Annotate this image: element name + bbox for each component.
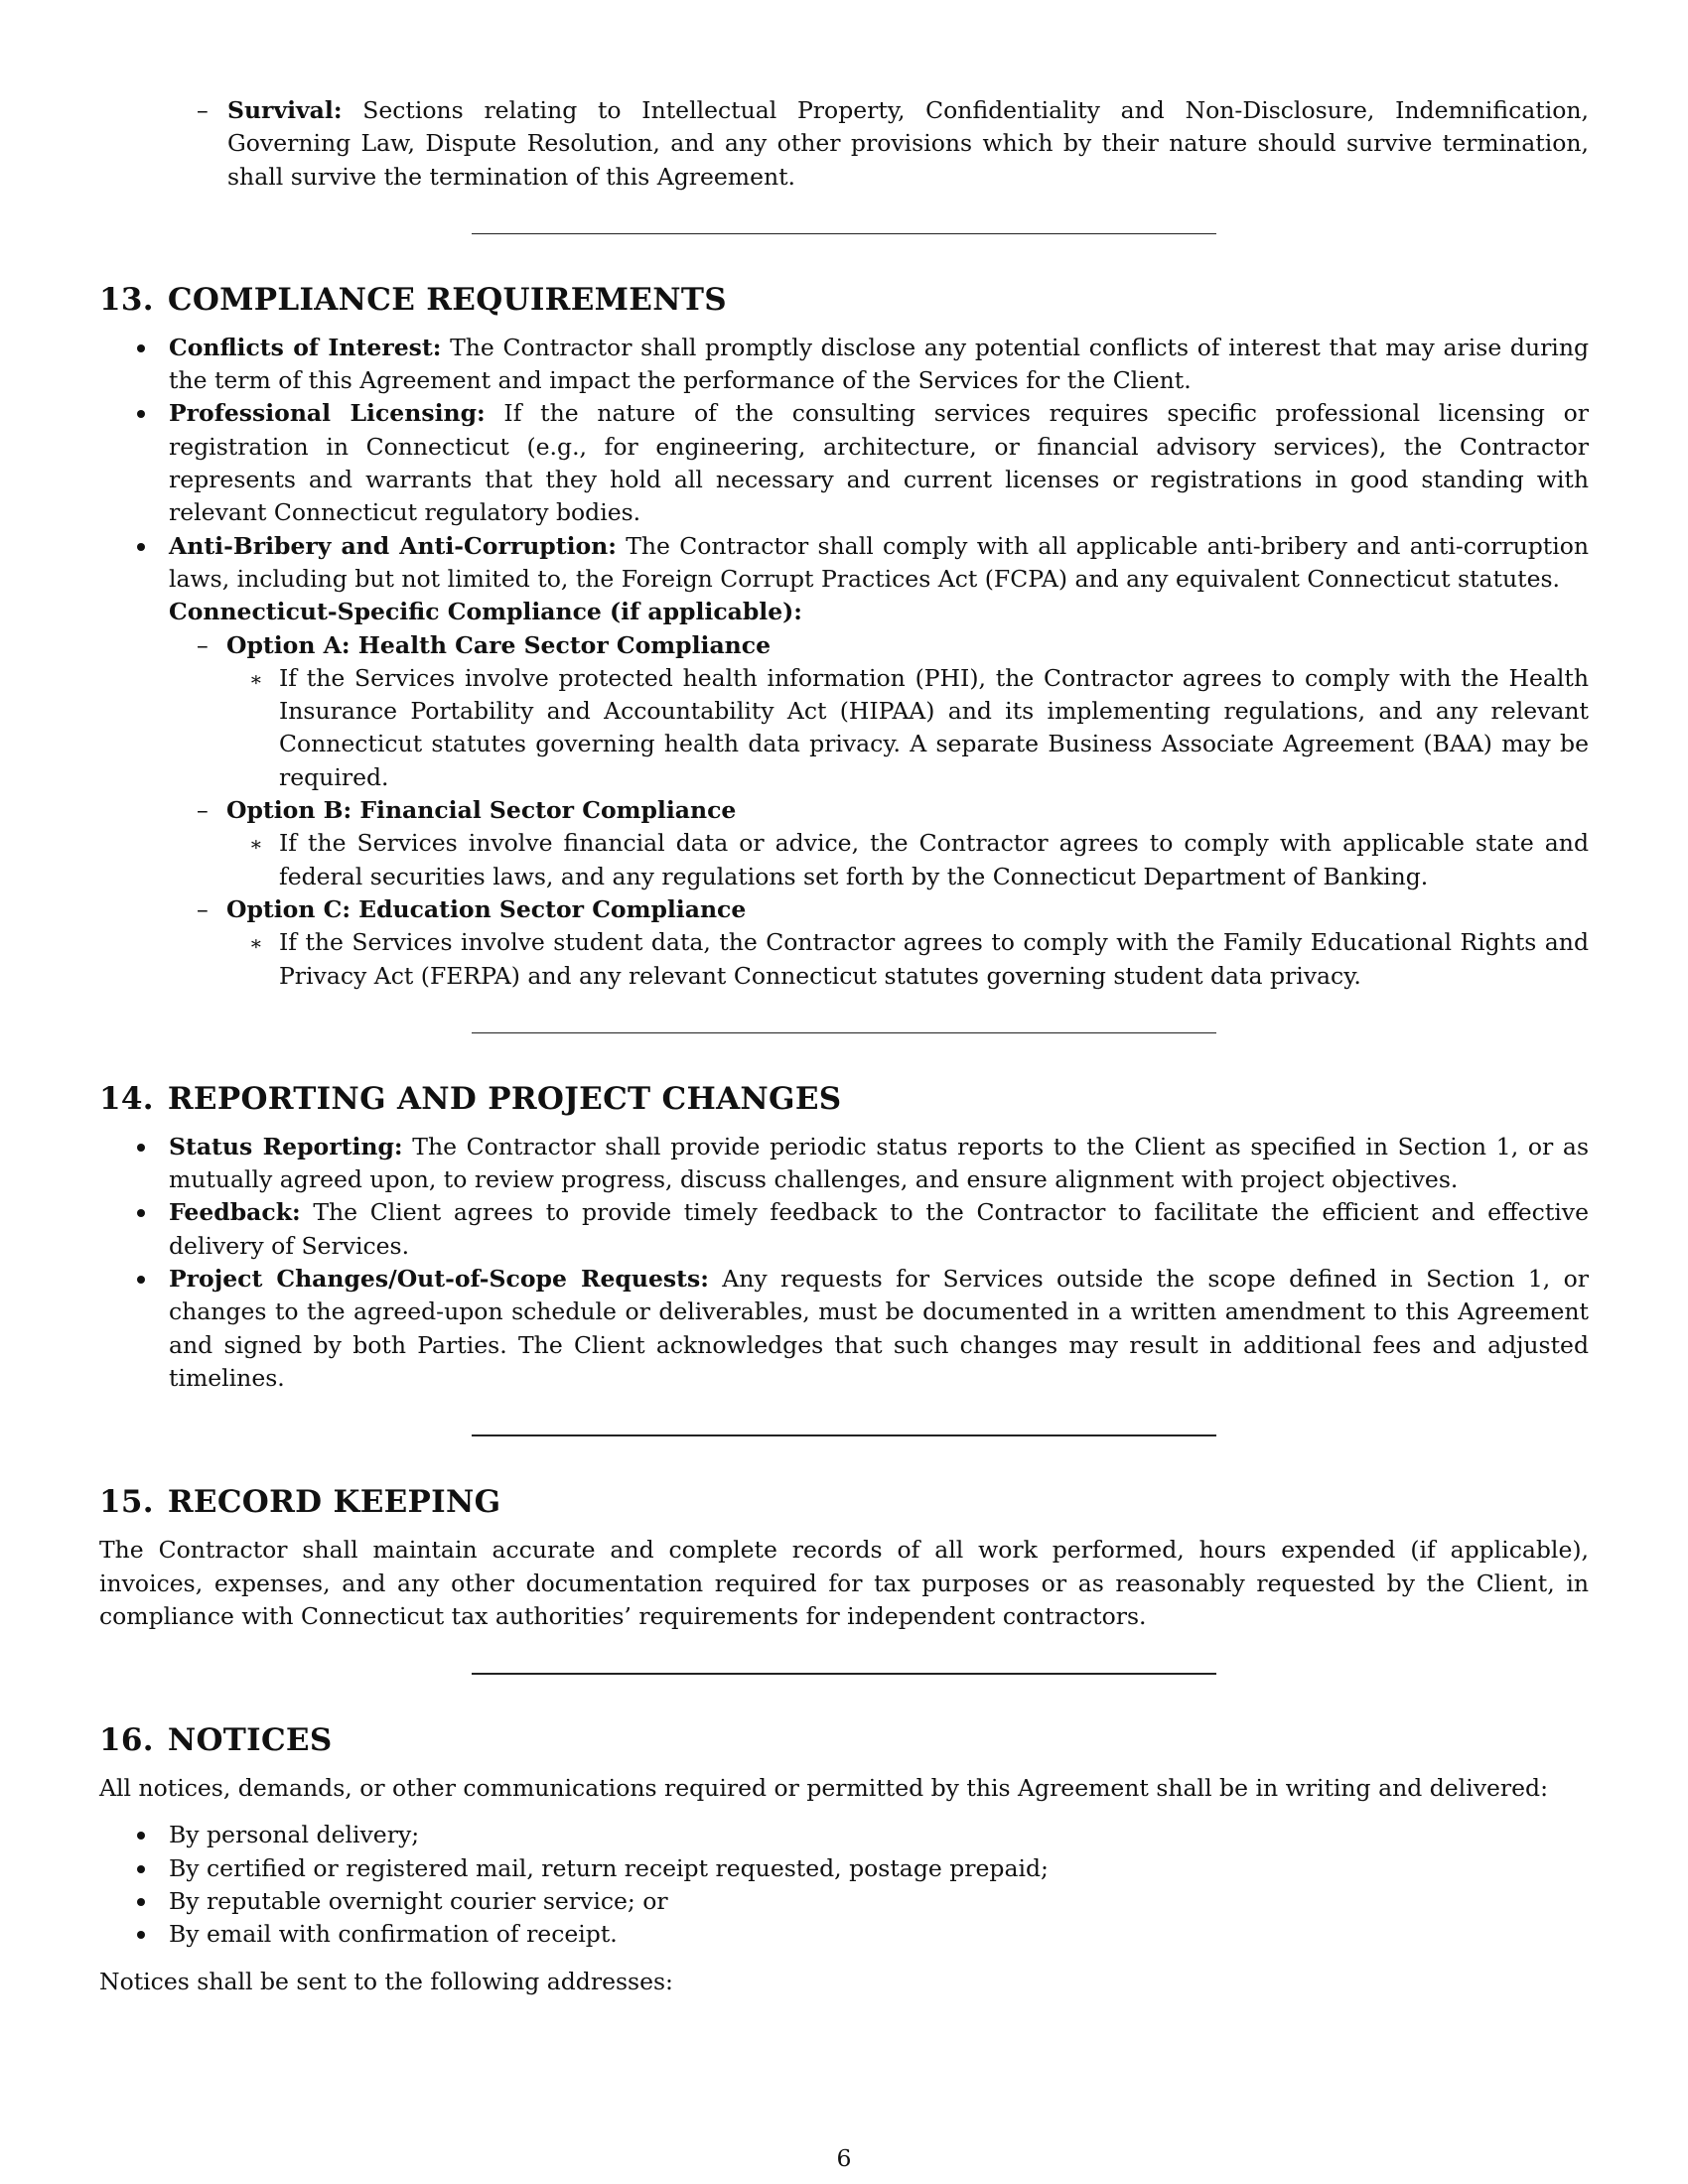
asterisk-marker: ∗: [249, 832, 263, 857]
page-number: 6: [836, 2144, 852, 2172]
survival-text: Sections relating to Intellectual Property, Confidentiality and Non-Disclosure, Indemnification, Governing Law, Dispute Resolution, and any other provisions which by their nature should survive termination, shall survive the termination of this Agreement.: [227, 96, 1589, 191]
section-title: REPORTING AND PROJECT CHANGES: [167, 1080, 842, 1117]
bullet-icon: [137, 344, 145, 352]
item-text: By certified or registered mail, return receipt requested, postage prepaid;: [169, 1853, 1049, 1882]
item-label: Status Reporting:: [169, 1132, 403, 1160]
option-a-detail: [99, 662, 1589, 794]
dash-marker: –: [197, 630, 209, 659]
item-text: If the nature of the consulting services requires specific professional licensing or registration in Connecticut (e.g., for engineering, architecture, or financial advisory services), the Contractor represents and warrants that they hold all necessary and current licenses or registrations in good standing with relevant Connecticut regulatory bodies.: [169, 399, 1589, 527]
bullet-icon: [137, 543, 145, 551]
item-text: The Client agrees to provide timely feedback to the Contractor to facilitate the efficient and effective delivery of Services.: [169, 1198, 1589, 1260]
option-text: If the Services involve financial data or advice, the Contractor agrees to comply with applicable state and federal securities laws, and any regulations set forth by the Connecticut Department of Banking.: [279, 829, 1589, 890]
option-text: If the Services involve protected health information (PHI), the Contractor agrees to comply with the Health Insurance Portability and Accountability Act (HIPAA) and its implementing regulations, and any relevant Connecticut statutes governing health data privacy. A separate Business Associate Agreement (BAA) may be required.: [279, 663, 1589, 791]
option-c-detail: [99, 926, 1589, 993]
bullet-icon: [137, 410, 145, 418]
section-number: 15.: [99, 1484, 154, 1521]
list-item: [99, 1819, 1589, 1851]
option-label: Option C: Education Sector Compliance: [226, 894, 747, 923]
dash-marker: –: [197, 894, 209, 923]
notice-methods-list: [99, 1819, 1589, 1951]
section-number: 14.: [99, 1080, 154, 1117]
option-label: Option B: Financial Sector Compliance: [226, 796, 737, 825]
section-16-heading: [99, 1720, 1589, 1760]
item-text: By personal delivery;: [169, 1821, 420, 1849]
dash-marker: –: [197, 96, 209, 124]
list-item-ct-compliance: [99, 596, 1589, 993]
item-text: By reputable overnight courier service; or: [169, 1886, 668, 1915]
asterisk-marker: ∗: [249, 666, 263, 691]
list-item-feedback: [99, 1196, 1589, 1263]
section-number: 16.: [99, 1722, 154, 1759]
section-title: NOTICES: [167, 1722, 333, 1759]
item-label: Project Changes/Out-of-Scope Requests:: [169, 1265, 709, 1294]
section-13-heading: [99, 280, 1589, 320]
item-text: By email with confirmation of receipt.: [169, 1920, 618, 1949]
item-label: Feedback:: [169, 1198, 301, 1227]
item-text: The Contractor shall promptly disclose any potential conflicts of interest that may arise during the term of this Agreement and impact the performance of the Services for the Client.: [169, 333, 1590, 395]
list-item-anti-bribery: [99, 530, 1589, 597]
item-text: The Contractor shall comply with all applicable anti-bribery and anti-corruption laws, including but not limited to, the Foreign Corrupt Practices Act (FCPA) and any equivalent Connecticut statutes.: [169, 531, 1589, 593]
survival-clause: [99, 94, 1589, 194]
option-text: If the Services involve student data, the Contractor agrees to comply with the Family Educational Rights and Privacy Act (FERPA) and any relevant Connecticut statutes governing student data privacy.: [279, 928, 1589, 990]
reporting-list: [99, 1131, 1589, 1395]
item-text: Any requests for Services outside the scope defined in Section 1, or changes to the agreed-upon schedule or deliverables, must be documented in a written amendment to this Agreement and signed by both Parties. The Client acknowledges that such changes may result in additional fees and adjusted timelines.: [169, 1265, 1589, 1392]
section-divider: [472, 1673, 1216, 1675]
item-label: Conflicts of Interest:: [169, 333, 442, 361]
option-b-detail: [99, 827, 1589, 893]
item-label: Anti-Bribery and Anti-Corruption:: [169, 531, 617, 560]
asterisk-marker: ∗: [249, 931, 263, 956]
list-item-status-reporting: [99, 1131, 1589, 1197]
option-a: [99, 629, 1589, 662]
list-item-project-changes: [99, 1263, 1589, 1395]
section-divider: [472, 233, 1216, 234]
bullet-icon: [137, 1931, 145, 1939]
record-keeping-text: The Contractor shall maintain accurate and complete records of all work performed, hours expended (if applicable), invoices, expenses, and any other documentation required for tax purposes or as reasonably requested by the Client, in compliance with Connecticut tax authorities’ requirements for independent contractors.: [99, 1536, 1589, 1630]
notices-outro: Notices shall be sent to the following addresses:: [99, 1967, 673, 1995]
section-title: RECORD KEEPING: [167, 1484, 501, 1521]
bullet-icon: [137, 1832, 145, 1840]
document-page: [99, 94, 1589, 1998]
option-c: [99, 893, 1589, 926]
bullet-icon: [137, 1276, 145, 1284]
section-14-heading: [99, 1079, 1589, 1119]
notices-intro: All notices, demands, or other communications required or permitted by this Agreement shall be in writing and delivered:: [99, 1774, 1548, 1803]
section-number: 13.: [99, 281, 154, 318]
bullet-icon: [137, 1898, 145, 1906]
bullet-icon: [137, 1209, 145, 1217]
option-label: Option A: Health Care Sector Compliance: [226, 630, 772, 659]
item-label: Professional Licensing:: [169, 399, 486, 428]
list-item-licensing: [99, 397, 1589, 529]
list-item: [99, 1852, 1589, 1885]
section-15-heading: [99, 1482, 1589, 1522]
list-item: [99, 1885, 1589, 1918]
section-divider: [472, 1032, 1216, 1033]
item-label: Connecticut-Specific Compliance (if applicable):: [169, 598, 802, 626]
list-item-conflicts: [99, 332, 1589, 398]
dash-marker: –: [197, 796, 209, 825]
compliance-list: [99, 332, 1589, 993]
list-item: [99, 1918, 1589, 1951]
bullet-icon: [137, 1865, 145, 1873]
section-title: COMPLIANCE REQUIREMENTS: [167, 281, 727, 318]
item-text: The Contractor shall provide periodic status reports to the Client as specified in Section 1, or as mutually agreed upon, to review progress, discuss challenges, and ensure alignment with project objectives.: [169, 1132, 1589, 1194]
option-b: [99, 794, 1589, 827]
survival-label: Survival:: [227, 96, 343, 124]
section-divider: [472, 1434, 1216, 1436]
bullet-icon: [137, 1144, 145, 1152]
